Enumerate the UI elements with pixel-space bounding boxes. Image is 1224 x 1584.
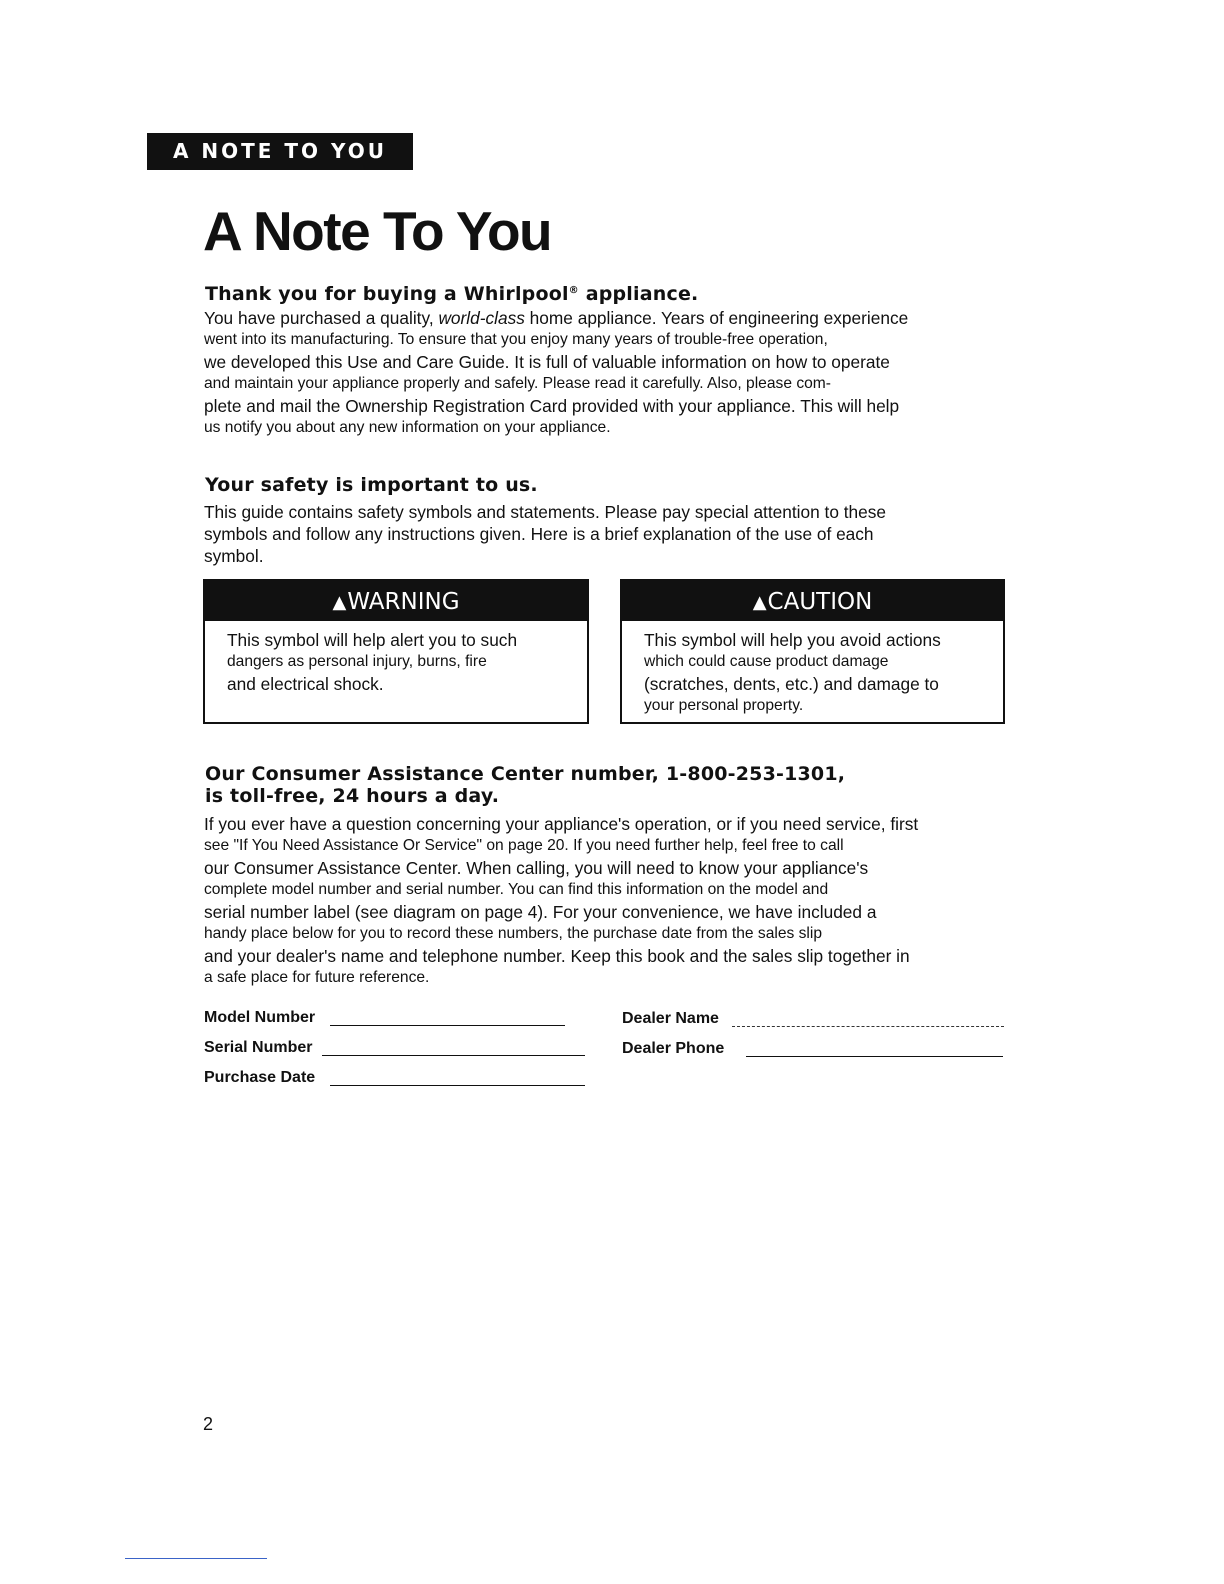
text-run: You have purchased a quality, [204, 308, 439, 328]
box-line: This symbol will help you avoid actions [644, 630, 941, 650]
thank-you-heading-text: Thank you for buying a Whirlpool [205, 283, 569, 305]
assistance-heading-line: is toll-free, 24 hours a day. [205, 785, 500, 807]
assistance-heading [205, 763, 845, 807]
assistance-paragraph [204, 813, 918, 989]
paragraph-line: a safe place for future reference. [204, 969, 430, 986]
serial-number-label: Serial Number [204, 1039, 313, 1056]
footer-rule [125, 1558, 267, 1559]
serial-number-field[interactable] [322, 1055, 585, 1056]
paragraph-line: plete and mail the Ownership Registration Card provided with your appliance. This will help [204, 396, 900, 416]
dealer-phone-field[interactable] [746, 1056, 1003, 1057]
box-line: (scratches, dents, etc.) and damage to [644, 674, 939, 694]
paragraph-line: complete model number and serial number. You can find this information on the model and [204, 881, 829, 898]
paragraph-line: and maintain your appliance properly and safely. Please read it carefully. Also, please com- [204, 375, 831, 392]
box-line: your personal property. [644, 697, 804, 714]
paragraph-line: symbol. [204, 546, 264, 566]
warning-box [203, 579, 589, 724]
caution-text [622, 621, 1003, 717]
box-line: This symbol will help alert you to such [227, 630, 518, 650]
purchase-date-field[interactable] [330, 1085, 585, 1086]
caution-triangle-icon: ▲ [752, 592, 767, 613]
caution-header [622, 581, 1003, 621]
paragraph-line: handy place below for you to record these numbers, the purchase date from the sales slip [204, 925, 823, 942]
page-title: A Note To You [203, 200, 552, 262]
section-tab: A NOTE TO YOU [147, 133, 413, 170]
paragraph-line: serial number label (see diagram on page 4). For your convenience, we have included a [204, 902, 877, 922]
warning-header [205, 581, 587, 621]
thank-you-paragraph [204, 307, 908, 439]
warning-title: WARNING [347, 589, 460, 615]
safety-heading: Your safety is important to us. [205, 474, 538, 496]
thank-you-heading [205, 280, 698, 305]
caution-box [620, 579, 1005, 724]
paragraph-line: went into its manufacturing. To ensure that you enjoy many years of trouble-free operation, [204, 331, 828, 348]
box-line: and electrical shock. [227, 674, 384, 694]
dealer-name-field[interactable] [732, 1026, 1004, 1027]
paragraph-line: our Consumer Assistance Center. When calling, you will need to know your appliance's [204, 858, 869, 878]
model-number-label: Model Number [204, 1009, 316, 1026]
warning-text [205, 621, 587, 695]
box-line: dangers as personal injury, burns, fire [227, 653, 487, 670]
paragraph-line: we developed this Use and Care Guide. It is full of valuable information on how to operate [204, 352, 890, 372]
dealer-phone-label: Dealer Phone [622, 1040, 725, 1057]
safety-paragraph [204, 501, 886, 567]
model-number-field[interactable] [330, 1025, 565, 1026]
purchase-date-label: Purchase Date [204, 1069, 316, 1086]
paragraph-line: us notify you about any new information on your appliance. [204, 419, 611, 436]
text-run: home appliance. Years of engineering experience [524, 308, 909, 328]
warning-triangle-icon: ▲ [332, 592, 347, 613]
paragraph-line: This guide contains safety symbols and statements. Please pay special attention to these [204, 502, 887, 522]
thank-you-heading-end: appliance. [578, 283, 699, 305]
page-number: 2 [203, 1414, 214, 1434]
registered-mark: ® [568, 285, 579, 296]
dealer-name-label: Dealer Name [622, 1010, 719, 1027]
paragraph-line: see "If You Need Assistance Or Service" on page 20. If you need further help, feel free to call [204, 837, 844, 854]
paragraph-line [204, 307, 908, 329]
caution-title: CAUTION [767, 589, 873, 615]
paragraph-line: If you ever have a question concerning your appliance's operation, or if you need service, first [204, 814, 919, 834]
emphasis-text: world-class [438, 308, 525, 328]
box-line: which could cause product damage [644, 653, 889, 670]
paragraph-line: and your dealer's name and telephone number. Keep this book and the sales slip together in [204, 946, 910, 966]
paragraph-line: symbols and follow any instructions given. Here is a brief explanation of the use of each [204, 524, 874, 544]
assistance-heading-line: Our Consumer Assistance Center number, 1-800-253-1301, [205, 763, 846, 785]
